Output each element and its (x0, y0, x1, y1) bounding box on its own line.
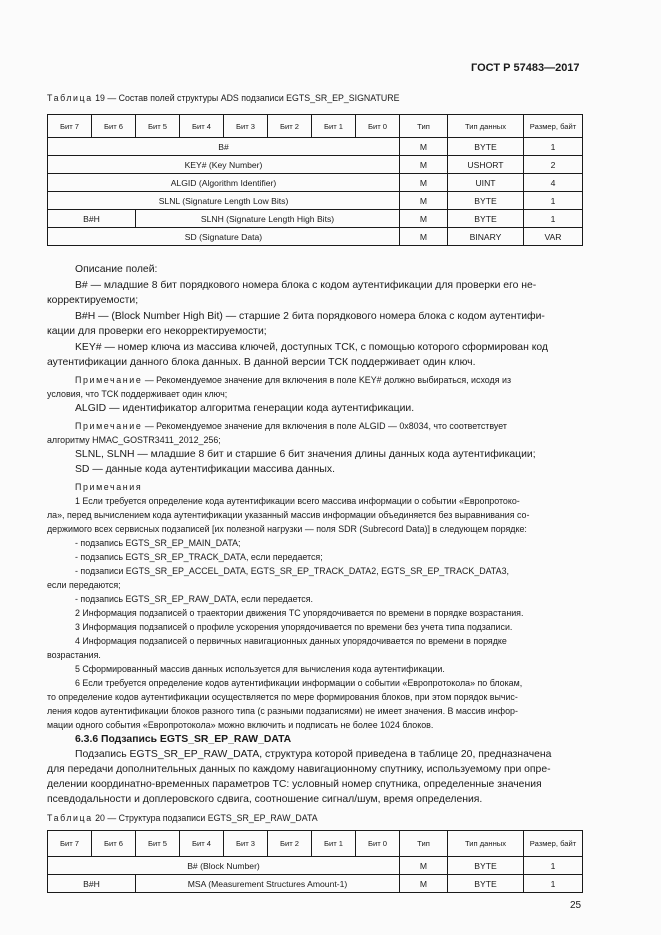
table20-caption (47, 813, 318, 823)
body-line: Подзапись EGTS_SR_EP_RAW_DATA, структура которой приведена в таблице 20, предназначена (75, 749, 552, 760)
note-line: то определение кодов аутентификации осуществляется по мере формирования блоков, при этом порядок вычис- (47, 692, 518, 702)
description-title: Описание полей: (75, 264, 158, 275)
field-cell: SLNH (Signature Length High Bits) (136, 210, 400, 228)
field-cell: B#H (48, 875, 136, 893)
dtype-cell: BYTE (448, 857, 524, 875)
field-cell: B#H (48, 210, 136, 228)
body-line: B#H — (Block Number High Bit) — старшие 2 бита порядкового номера блока с кодом аутентифи- (75, 311, 545, 322)
note-line: 6 Если требуется определение кодов аутентификации информации о событии «Европротокола» по блокам, (75, 678, 523, 688)
size-cell: 1 (524, 138, 583, 156)
dtype-cell: USHORT (448, 156, 524, 174)
table-row (48, 228, 583, 246)
size-cell: 2 (524, 156, 583, 174)
header-cell: Тип (400, 831, 448, 857)
header-cell: Тип данных (448, 831, 524, 857)
header-cell: Бит 3 (224, 831, 268, 857)
table-header-row (48, 115, 583, 138)
dtype-cell: UINT (448, 174, 524, 192)
body-line: B# — младшие 8 бит порядкового номера блока с кодом аутентификации для проверки его не- (75, 280, 537, 291)
table-row (48, 174, 583, 192)
field-cell: KEY# (Key Number) (48, 156, 400, 174)
note-line: мации одного события «Европротокола» можно включить и подписать не более 1024 блоков. (47, 720, 434, 730)
note-line: условия, что ТСК поддерживает один ключ; (47, 389, 228, 399)
note-text: — Рекомендуемое значение для включения в поле ALGID — 0x8034, что соответствует (142, 421, 507, 431)
dtype-cell: BYTE (448, 192, 524, 210)
body-line: делении координатно-временных параметров ТС: условный номер спутника, определенные значения (47, 779, 542, 790)
note-line: 5 Сформированный массив данных используется для вычисления кода аутентификации. (75, 664, 445, 674)
note-line: если передаются; (47, 580, 121, 590)
header-cell: Тип данных (448, 115, 524, 138)
notes-title: Примечания (75, 482, 143, 492)
note-line (75, 421, 507, 431)
document-id: ГОСТ Р 57483—2017 (471, 62, 580, 74)
table19-caption-text: 19 — Состав полей структуры ADS подзаписи EGTS_SR_EP_SIGNATURE (92, 93, 400, 103)
note-line: 3 Информация подзаписей о профиле ускорения упорядочивается по времени без учета типа подзаписи. (75, 622, 513, 632)
type-cell: M (400, 210, 448, 228)
table-20 (47, 830, 583, 893)
type-cell: M (400, 156, 448, 174)
note-line: держимого всех сервисных подзаписей [их полезной нагрузки — поля SDR (Subrecord Data)] в следующем порядке: (47, 524, 527, 534)
header-cell: Бит 6 (92, 115, 136, 138)
size-cell: 1 (524, 875, 583, 893)
body-line: псевдодальности и доплеровского сдвига, соотношение сигнал/шум, время определения. (47, 794, 483, 805)
table20-caption-prefix: Таблица (47, 813, 93, 823)
header-cell: Размер, байт (524, 115, 583, 138)
header-cell: Бит 2 (268, 115, 312, 138)
note-text: — Рекомендуемое значение для включения в поле KEY# должно выбираться, исходя из (142, 375, 512, 385)
header-cell: Бит 4 (180, 115, 224, 138)
note-line: возрастания. (47, 650, 101, 660)
table20-caption-text: 20 — Структура подзаписи EGTS_SR_EP_RAW_DATA (92, 813, 318, 823)
note-line: алгоритму HMAC_GOSTR3411_2012_256; (47, 435, 221, 445)
table19-caption-prefix: Таблица (47, 93, 93, 103)
header-cell: Бит 6 (92, 831, 136, 857)
field-cell: SD (Signature Data) (48, 228, 400, 246)
note-line: ла», перед вычислением кода аутентификации указанный массив информации объединяется без выравнивания со- (47, 510, 530, 520)
type-cell: M (400, 857, 448, 875)
body-line: SD — данные кода аутентификации массива данных. (75, 464, 335, 475)
body-line: SLNL, SLNH — младшие 8 бит и старшие 6 бит значения длины данных кода аутентификации; (75, 449, 536, 460)
body-line: кации для проверки его некорректируемости; (47, 326, 267, 337)
table-header-row (48, 831, 583, 857)
header-cell: Бит 1 (312, 115, 356, 138)
note-line: - подзапись EGTS_SR_EP_RAW_DATA, если передается. (75, 594, 313, 604)
body-line: аутентификации данного блока данных. В данной версии ТСК поддерживает один ключ. (47, 357, 476, 368)
section-title: 6.3.6 Подзапись EGTS_SR_EP_RAW_DATA (75, 734, 292, 745)
header-cell: Бит 5 (136, 831, 180, 857)
table-row (48, 210, 583, 228)
field-cell: B# (Block Number) (48, 857, 400, 875)
note-label: Примечание (75, 375, 143, 385)
header-cell: Бит 0 (356, 115, 400, 138)
type-cell: M (400, 138, 448, 156)
body-line: ALGID — идентификатор алгоритма генерации кода аутентификации. (75, 403, 415, 414)
header-cell: Размер, байт (524, 831, 583, 857)
header-cell: Бит 0 (356, 831, 400, 857)
header-cell: Тип (400, 115, 448, 138)
header-cell: Бит 5 (136, 115, 180, 138)
field-cell: ALGID (Algorithm Identifier) (48, 174, 400, 192)
dtype-cell: BINARY (448, 228, 524, 246)
note-line: 4 Информация подзаписей о первичных навигационных данных упорядочивается по времени в порядке (75, 636, 507, 646)
field-cell: SLNL (Signature Length Low Bits) (48, 192, 400, 210)
note-line: 2 Информация подзаписей о траектории движения ТС упорядочивается по времени в порядке возрастания. (75, 608, 524, 618)
type-cell: M (400, 875, 448, 893)
note-line: 1 Если требуется определение кода аутентификации всего массива информации о событии «Европротоко- (75, 496, 520, 506)
table19-caption (47, 93, 399, 103)
dtype-cell: BYTE (448, 875, 524, 893)
note-line: - подзапись EGTS_SR_EP_MAIN_DATA; (75, 538, 241, 548)
header-cell: Бит 3 (224, 115, 268, 138)
note-label: Примечание (75, 421, 143, 431)
type-cell: M (400, 174, 448, 192)
note-line: - подзаписи EGTS_SR_EP_ACCEL_DATA, EGTS_SR_EP_TRACK_DATA2, EGTS_SR_EP_TRACK_DATA3, (75, 566, 510, 576)
table-row (48, 875, 583, 893)
note-line: - подзапись EGTS_SR_EP_TRACK_DATA, если передается; (75, 552, 323, 562)
field-cell: B# (48, 138, 400, 156)
table-row (48, 156, 583, 174)
table-row (48, 192, 583, 210)
table-row (48, 857, 583, 875)
note-line: ления кодов аутентификации блоков разного типа (с разными подзаписями) не имеет значения. В массив инфор- (47, 706, 518, 716)
type-cell: M (400, 192, 448, 210)
field-cell: MSA (Measurement Structures Amount-1) (136, 875, 400, 893)
size-cell: 1 (524, 210, 583, 228)
body-line: KEY# — номер ключа из массива ключей, доступных ТСК, с помощью которого сформирован код (75, 342, 548, 353)
dtype-cell: BYTE (448, 138, 524, 156)
note-line (75, 375, 511, 385)
page-number: 25 (570, 900, 582, 911)
size-cell: VAR (524, 228, 583, 246)
header-cell: Бит 2 (268, 831, 312, 857)
header-cell: Бит 1 (312, 831, 356, 857)
header-cell: Бит 4 (180, 831, 224, 857)
size-cell: 1 (524, 857, 583, 875)
table-row (48, 138, 583, 156)
header-cell: Бит 7 (48, 831, 92, 857)
header-cell: Бит 7 (48, 115, 92, 138)
body-line: корректируемости; (47, 295, 139, 306)
table-19 (47, 114, 583, 246)
size-cell: 1 (524, 192, 583, 210)
type-cell: M (400, 228, 448, 246)
size-cell: 4 (524, 174, 583, 192)
dtype-cell: BYTE (448, 210, 524, 228)
body-line: для передачи дополнительных данных по каждому навигационному спутнику, используемому при опре- (47, 764, 551, 775)
